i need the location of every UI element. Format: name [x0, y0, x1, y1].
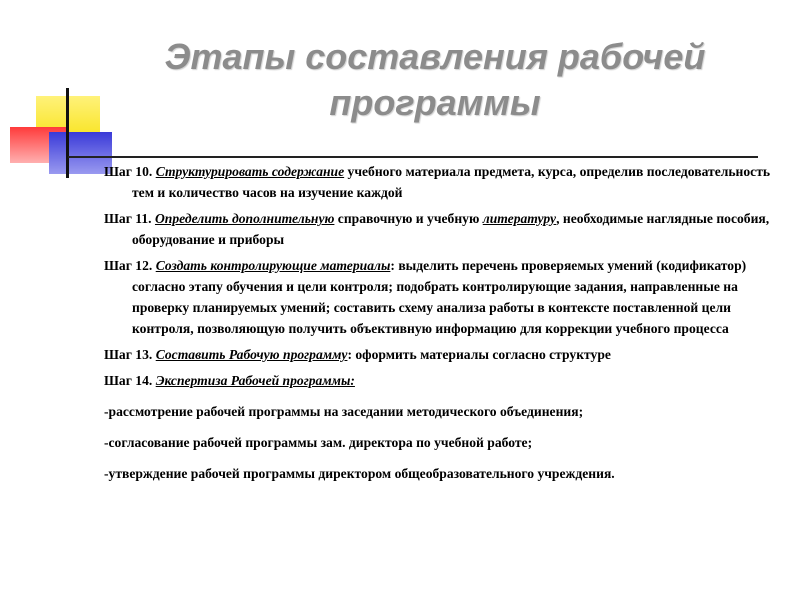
step-emphasis: Создать контролирующие материалы: [155, 258, 391, 273]
blue-square-shape: [49, 132, 112, 174]
step-text: справочную и учебную: [334, 211, 483, 226]
step-text: учебного материала предмета, курса, определив последовательность тем и количество часов на изучение каждой: [132, 164, 771, 200]
step-label: Шаг 11.: [104, 211, 152, 226]
step-emphasis: Определить дополнительную: [154, 211, 335, 226]
step-text: , необходимые наглядные пособия, оборудование и приборы: [132, 211, 770, 247]
step-text: : оформить материалы согласно структуре: [347, 347, 611, 362]
step-text: : выделить перечень проверяемых умений (кодификатор) согласно этапу обучения и цели контроля; подобрать контролирующие задания, направленные на проверку планируемых умений; составить схему анализа работы в контексте поставленной цели контроля, позволяющую получить объективную информацию для коррекции учебного процесса: [132, 258, 747, 336]
step-emphasis-2: литературу: [482, 211, 557, 226]
step-emphasis: Экспертиза Рабочей программы:: [155, 373, 355, 388]
step-14: [104, 370, 776, 391]
step-11: [104, 208, 776, 250]
bullet-item: -утверждение рабочей программы директором общеобразовательного учреждения.: [104, 466, 615, 481]
step-emphasis: Составить Рабочую программу: [155, 347, 348, 362]
step-12: [104, 255, 776, 339]
slide-body: [104, 161, 776, 489]
step-label: Шаг 13.: [104, 347, 153, 362]
step-emphasis: Структурировать содержание: [155, 164, 345, 179]
vertical-divider-line: [66, 88, 69, 178]
step-label: Шаг 14.: [104, 373, 153, 388]
step-13: [104, 344, 776, 365]
step-label: Шаг 10.: [104, 164, 153, 179]
slide-title: Этапы составления рабочей программы: [164, 36, 706, 123]
title-underline: [68, 156, 758, 158]
step-10: [104, 161, 776, 203]
bullet-item: -согласование рабочей программы зам. директора по учебной работе;: [104, 435, 533, 450]
bullet-item: -рассмотрение рабочей программы на заседании методического объединения;: [104, 404, 584, 419]
step-label: Шаг 12.: [104, 258, 153, 273]
